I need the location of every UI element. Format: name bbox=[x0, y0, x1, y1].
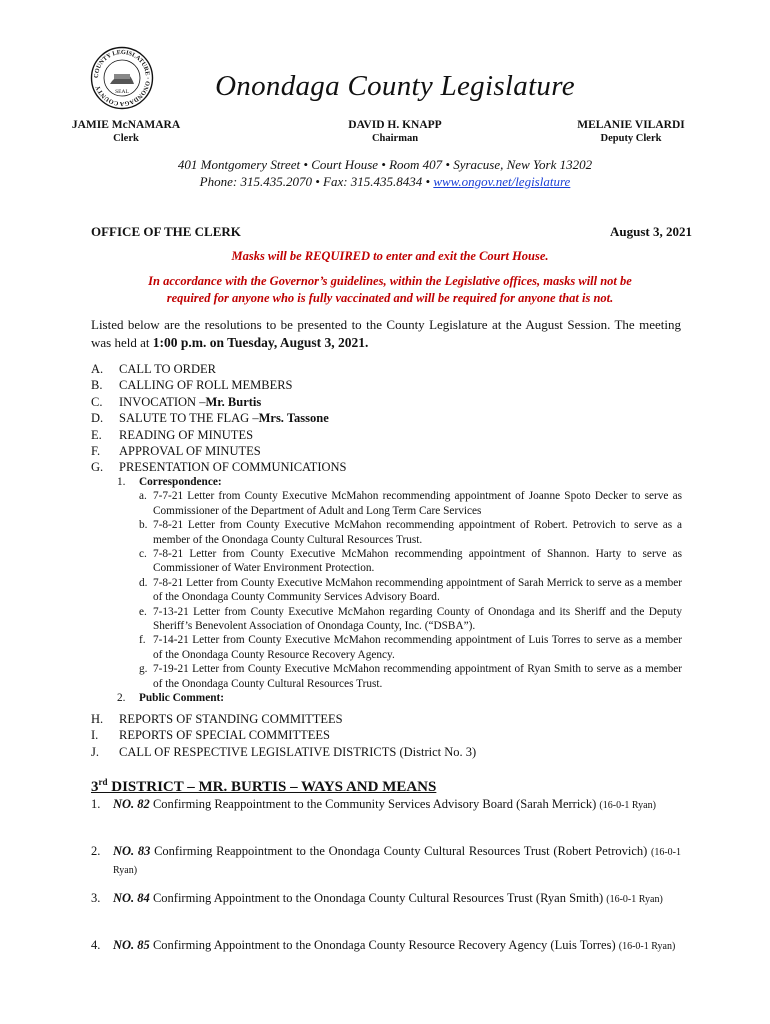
item-letter: e. bbox=[139, 605, 147, 618]
phone-fax-text: Phone: 315.435.2070 • Fax: 315.435.8434 • bbox=[199, 174, 434, 189]
resolution-number: 1. bbox=[91, 797, 101, 811]
clerk-role: Clerk bbox=[113, 133, 139, 144]
resolution-number: 2. bbox=[91, 844, 101, 858]
agenda-text: CALLING OF ROLL MEMBERS bbox=[119, 378, 293, 393]
agenda-text: APPROVAL OF MINUTES bbox=[119, 444, 261, 459]
governor-notice-line-2: required for anyone who is fully vaccinated and will be required for anyone that is not. bbox=[166, 291, 614, 305]
agenda-item bbox=[91, 394, 347, 410]
district-heading bbox=[91, 777, 436, 796]
resolution-item bbox=[91, 890, 681, 908]
seal-ring-text: COUNTY LEGISLATURE · ONONDAGA COUNTY bbox=[92, 48, 152, 108]
item-text: 7-8-21 Letter from County Executive McMahon recommending appointment of Sarah Merrick to serve as a member of the Onondaga County Community Services Advisory Board. bbox=[153, 576, 682, 604]
agenda-letter: J. bbox=[91, 744, 99, 759]
agenda-letter: F. bbox=[91, 444, 101, 459]
governor-notice bbox=[90, 273, 690, 307]
sub-number: 1. bbox=[117, 476, 126, 488]
item-letter: c. bbox=[139, 548, 147, 561]
mask-notice: Masks will be REQUIRED to enter and exit the Court House. bbox=[231, 249, 549, 263]
agenda-item bbox=[91, 410, 347, 426]
contact-block bbox=[0, 156, 770, 190]
resolution-vote: (16-0-1 Ryan) bbox=[113, 847, 681, 876]
legislature-title: Onondaga County Legislature bbox=[215, 70, 575, 102]
correspondence-item bbox=[117, 489, 682, 518]
correspondence-item bbox=[117, 576, 682, 605]
resolution-item bbox=[91, 843, 681, 879]
agenda-text: CALL OF RESPECTIVE LEGISLATIVE DISTRICTS (District No. 3) bbox=[119, 744, 477, 759]
agenda-text: READING OF MINUTES bbox=[119, 427, 254, 442]
agenda-item bbox=[91, 427, 347, 443]
resolution-id: NO. 84 bbox=[113, 891, 150, 905]
agenda-letter: E. bbox=[91, 427, 102, 442]
item-letter: b. bbox=[139, 519, 148, 532]
deputy-clerk-role: Deputy Clerk bbox=[600, 133, 662, 144]
correspondence-item bbox=[117, 662, 682, 691]
resolution-vote: (16-0-1 Ryan) bbox=[618, 941, 676, 952]
resolution-vote: (16-0-1 Ryan) bbox=[599, 800, 656, 811]
item-text: 7-7-21 Letter from County Executive McMahon recommending appointment of Joanne Spoto Decker to serve as Commissioner of the Department of Adult and Long Term Care Services bbox=[153, 490, 682, 517]
office-heading: OFFICE OF THE CLERK bbox=[91, 224, 241, 239]
sub-number: 2. bbox=[117, 692, 126, 705]
resolution-text: Confirming Appointment to the Onondaga County Cultural Resources Trust (Ryan Smith) bbox=[149, 891, 607, 905]
item-letter: a. bbox=[139, 490, 147, 503]
resolution-text: Confirming Reappointment to the Onondaga County Cultural Resources Trust (Robert Petrovich) bbox=[150, 844, 651, 858]
agenda-item bbox=[91, 727, 476, 743]
resolution-number: 4. bbox=[91, 938, 101, 952]
website-link[interactable]: www.ongov.net/legislature bbox=[433, 174, 571, 189]
district-ordinal: rd bbox=[98, 777, 108, 787]
correspondence-heading bbox=[117, 475, 682, 489]
item-letter: g. bbox=[139, 663, 148, 676]
sub-label: Correspondence: bbox=[139, 476, 222, 488]
item-text: 7-13-21 Letter from County Executive McMahon regarding County of Onondaga and its Sheriff and the Deputy Sheriff’s Benevolent Association of Onondaga County, Inc. (“DSBA”). bbox=[153, 605, 682, 633]
phone-line bbox=[0, 173, 770, 190]
intro-paragraph bbox=[91, 316, 681, 352]
resolution-id: NO. 85 bbox=[113, 938, 150, 952]
district-title: DISTRICT – MR. BURTIS – WAYS AND MEANS bbox=[107, 779, 437, 795]
resolution-id: NO. 83 bbox=[113, 844, 151, 858]
agenda-text: PRESENTATION OF COMMUNICATIONS bbox=[119, 460, 347, 475]
resolution-text: Confirming Appointment to the Onondaga County Resource Recovery Agency (Luis Torres) bbox=[149, 938, 619, 952]
item-letter: d. bbox=[139, 576, 148, 589]
deputy-clerk-name: MELANIE VILARDI bbox=[577, 119, 685, 131]
agenda-item bbox=[91, 711, 476, 727]
agenda-text: SALUTE TO THE FLAG – bbox=[119, 411, 259, 426]
chairman-role: Chairman bbox=[371, 133, 419, 144]
agenda-person: Mr. Burtis bbox=[205, 394, 262, 409]
governor-notice-line-1: In accordance with the Governor’s guidelines, within the Legislative offices, masks will not be bbox=[148, 274, 632, 288]
resolution-number: 3. bbox=[91, 891, 101, 905]
agenda-item bbox=[91, 377, 347, 393]
agenda-letter: A. bbox=[91, 362, 104, 376]
intro-text: Listed below are the resolutions to be presented to the County Legislature at the August Session. The meeting was held at bbox=[91, 317, 681, 350]
resolution-item bbox=[91, 937, 681, 955]
agenda-letter: I. bbox=[91, 728, 99, 743]
item-text: 7-14-21 Letter from County Executive McMahon recommending appointment of Luis Torres to serve as a member of the Onondaga County Resource Recovery Agency. bbox=[153, 634, 682, 661]
correspondence-item bbox=[117, 605, 682, 634]
correspondence-item bbox=[117, 518, 682, 547]
agenda-text: REPORTS OF SPECIAL COMMITTEES bbox=[119, 728, 330, 743]
deputy-clerk-block bbox=[566, 119, 696, 145]
agenda-letter: G. bbox=[91, 460, 104, 475]
item-text: 7-8-21 Letter from County Executive McMahon recommending appointment of Robert. Petrovich to serve as a member of the Onondaga County Cultural Resources Trust. bbox=[153, 519, 682, 546]
clerk-name: JAMIE McNAMARA bbox=[71, 119, 181, 131]
agenda-letter: H. bbox=[91, 712, 104, 726]
resolution-item bbox=[91, 796, 681, 814]
item-text: 7-8-21 Letter from County Executive McMahon recommending appointment of Shannon. Harty to serve as Commissioner of Water Environment Protection. bbox=[153, 548, 682, 575]
agenda-item bbox=[91, 744, 476, 760]
resolution-text: Confirming Reappointment to the Community Services Advisory Board (Sarah Merrick) bbox=[149, 797, 600, 811]
correspondence-item bbox=[117, 547, 682, 576]
agenda-text: REPORTS OF STANDING COMMITTEES bbox=[119, 712, 343, 726]
district-number: 3 bbox=[91, 779, 99, 795]
agenda-item bbox=[91, 443, 347, 459]
agenda-letter: D. bbox=[91, 411, 104, 426]
correspondence-item bbox=[117, 633, 682, 662]
resolution-id: NO. 82 bbox=[113, 797, 150, 811]
item-text: 7-19-21 Letter from County Executive McMahon recommending appointment of Ryan Smith to serve as a member of the Onondaga County Cultural Resources Trust. bbox=[153, 663, 682, 690]
chairman-block bbox=[320, 119, 470, 145]
agenda-letter: C. bbox=[91, 394, 103, 409]
clerk-block bbox=[66, 119, 186, 145]
resolution-vote: (16-0-1 Ryan) bbox=[606, 894, 663, 905]
agenda-person: Mrs. Tassone bbox=[258, 411, 329, 426]
address-line: 401 Montgomery Street • Court House • Room 407 • Syracuse, New York 13202 bbox=[177, 157, 593, 172]
agenda-item bbox=[91, 361, 347, 377]
seal-label: SEAL bbox=[115, 89, 129, 95]
agenda-item bbox=[91, 459, 347, 475]
agenda-letter: B. bbox=[91, 378, 103, 393]
agenda-list bbox=[91, 361, 347, 476]
agenda-list-continued bbox=[91, 711, 476, 760]
item-letter: f. bbox=[139, 634, 146, 647]
agenda-text: CALL TO ORDER bbox=[119, 362, 216, 376]
public-comment-heading bbox=[117, 691, 682, 705]
sub-label: Public Comment: bbox=[139, 692, 225, 705]
chairman-name: DAVID H. KNAPP bbox=[348, 119, 442, 131]
agenda-text: INVOCATION – bbox=[119, 394, 206, 409]
communications-list bbox=[117, 475, 682, 706]
meeting-time: 1:00 p.m. on Tuesday, August 3, 2021. bbox=[152, 335, 369, 350]
document-date: August 3, 2021 bbox=[610, 224, 692, 239]
